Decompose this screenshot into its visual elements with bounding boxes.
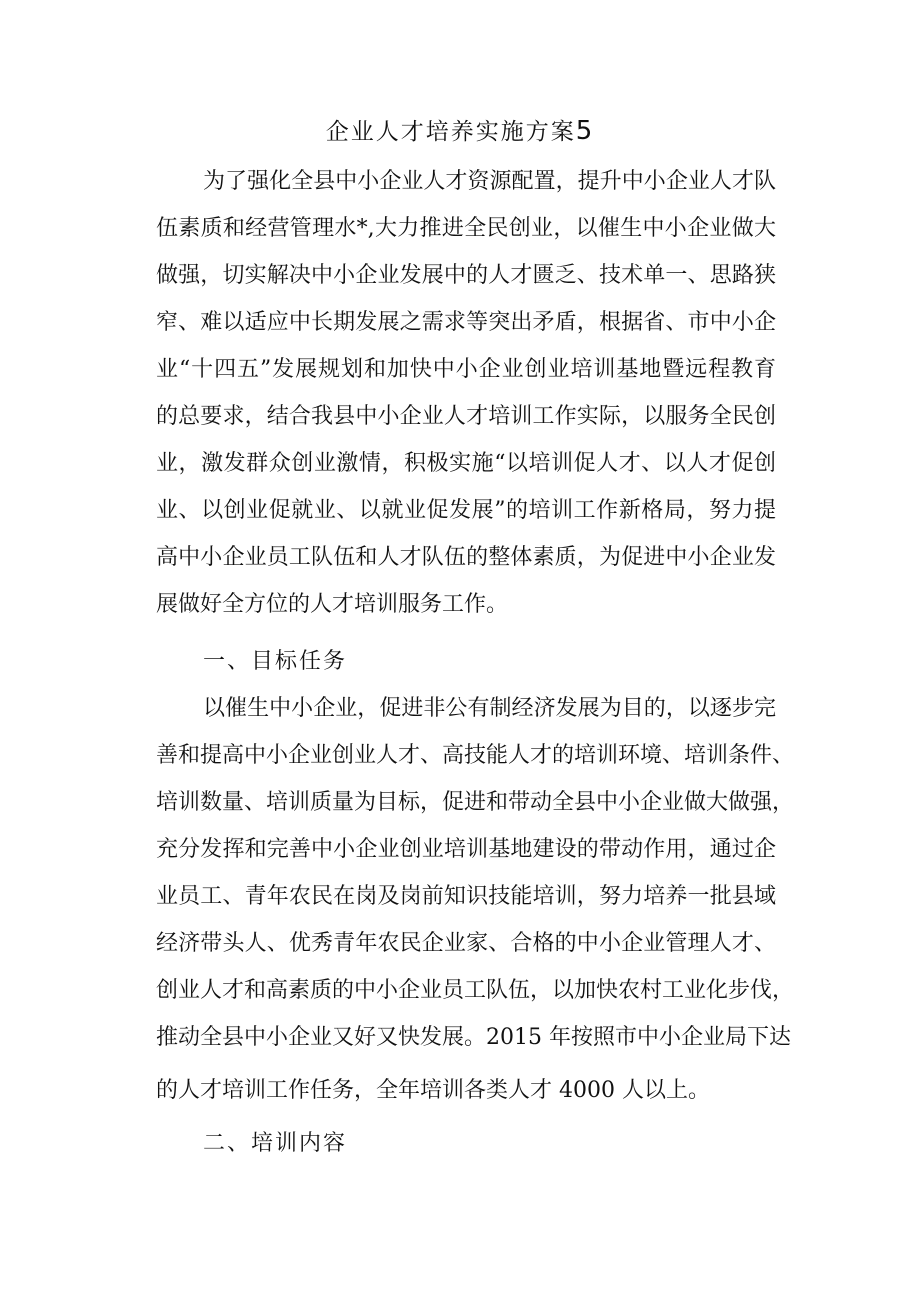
paragraph-2-line: 经济带头人、优秀青年农民企业家、合格的中小企业管理人才、 xyxy=(156,931,776,956)
paragraph-1-line: 伍素质和经营管理水*,大力推进全民创业，以催生中小企业做大 xyxy=(156,216,776,241)
paragraph-2-line: 创业人才和高素质的中小企业员工队伍，以加快农村工业化步伐， xyxy=(156,978,795,1003)
paragraph-2-line: 培训数量、培训质量为目标，促进和带动全县中小企业做大做强， xyxy=(156,790,795,815)
paragraph-1-line: 的总要求，结合我县中小企业人才培训工作实际，以服务全民创 xyxy=(156,404,776,429)
paragraph-1-line: 高中小企业员工队伍和人才队伍的整体素质，为促进中小企业发 xyxy=(156,545,776,570)
paragraph-2-line: 充分发挥和完善中小企业创业培训基地建设的带动作用，通过企 xyxy=(156,837,776,862)
paragraph-2-line: 业员工、青年农民在岗及岗前知识技能培训，努力培养一批县域 xyxy=(156,884,776,909)
paragraph-2-line: 的人才培训工作任务，全年培训各类人才 4000 人以上。 xyxy=(156,1078,710,1103)
title-number: 5 xyxy=(575,116,595,146)
paragraph-2-line: 以催生中小企业，促进非公有制经济发展为目的，以逐步完 xyxy=(203,696,776,721)
document-title xyxy=(0,114,920,149)
paragraph-1-line: 为了强化全县中小企业人才资源配置，提升中小企业人才队 xyxy=(203,169,776,194)
section-heading-2: 二、培训内容 xyxy=(203,1131,348,1156)
paragraph-1-line: 窄、难以适应中长期发展之需求等突出矛盾，根据省、市中小企 xyxy=(156,310,776,335)
section-heading-1: 一、目标任务 xyxy=(203,649,348,674)
paragraph-1-line: 业“十四五”发展规划和加快中小企业创业培训基地暨远程教育 xyxy=(156,357,776,382)
paragraph-1-line: 展做好全方位的人才培训服务工作。 xyxy=(156,592,509,617)
paragraph-1-line: 业，激发群众创业激情，积极实施“以培训促人才、以人才促创 xyxy=(156,451,776,476)
paragraph-1-line: 做强，切实解决中小企业发展中的人才匮乏、技术单一、思路狭 xyxy=(156,263,776,288)
paragraph-1-line: 业、以创业促就业、以就业促发展”的培训工作新格局，努力提 xyxy=(156,498,776,523)
paragraph-2-line: 推动全县中小企业又好又快发展。2015 年按照市中小企业局下达 xyxy=(156,1025,791,1050)
paragraph-2-line: 善和提高中小企业创业人才、高技能人才的培训环境、培训条件、 xyxy=(156,743,795,768)
title-text: 企业人才培养实施方案 xyxy=(325,119,576,145)
